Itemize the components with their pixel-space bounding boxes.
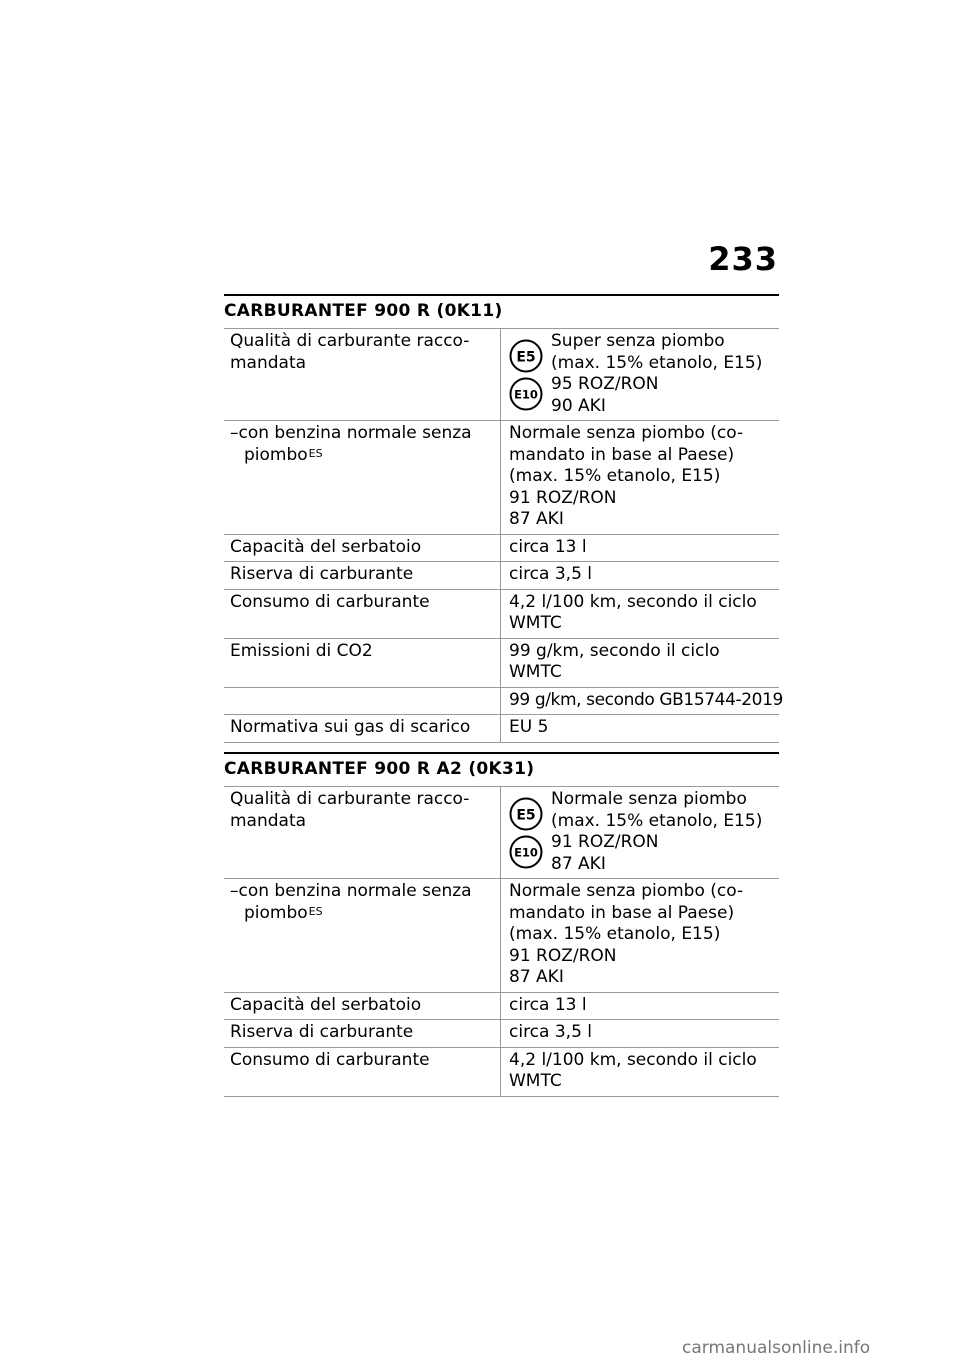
value-line: 87 AKI [509, 967, 564, 987]
value-line: (max. 15% etanolo, E15) [551, 352, 763, 373]
fuel-quality-value [501, 787, 780, 879]
value-line: mandato in base al Paese) [509, 902, 735, 923]
fuel-quality-lines [551, 331, 762, 417]
consumption-value [501, 1047, 780, 1096]
fuel-quality-block [509, 331, 773, 417]
table-row [224, 992, 779, 1020]
country-code-sup: ES [308, 446, 323, 460]
table-row [224, 879, 779, 993]
reserve-value: circa 3,5 l [501, 562, 780, 590]
table-row [224, 534, 779, 562]
table-row [224, 787, 779, 879]
table-row [224, 562, 779, 590]
value-line: 4,2 l/100 km, secondo il ciclo [509, 591, 757, 612]
value-line: 91 ROZ/RON [509, 487, 617, 508]
e10-icon-text: E10 [514, 387, 538, 402]
normal-fuel-label [224, 421, 501, 535]
fuel-section-900r [224, 294, 783, 743]
e5-fuel-icon [509, 339, 543, 373]
fuel-spec-table [224, 787, 779, 1097]
fuel-quality-value [501, 329, 780, 421]
consumption-label: Consumo di carburante [224, 589, 501, 638]
fuel-section-900r-a2 [224, 752, 779, 1097]
footer-watermark: carmanualsonline.info [682, 1338, 871, 1358]
normal-fuel-label-text: –con benzina normale senza piombo$^{ES}$ [230, 881, 472, 923]
norm-value: EU 5 [501, 715, 780, 743]
value-line: (max. 15% etanolo, E15) [551, 810, 763, 831]
value-line: 87 AKI [509, 509, 564, 529]
fuel-quality-label [224, 787, 501, 879]
value-line: 87 AKI [551, 853, 606, 874]
value-line: (max. 15% etanolo, E15) [509, 466, 721, 486]
value-line: WMTC [509, 662, 562, 682]
value-line: 95 ROZ/RON [551, 374, 659, 394]
fuel-quality-block [509, 789, 773, 875]
e5-icon-text: E5 [516, 349, 536, 366]
value-line: (max. 15% etanolo, E15) [509, 924, 721, 944]
fuel-icons [509, 331, 543, 417]
value-line: Super senza piombo [551, 331, 725, 351]
value-line: mandato in base al Paese) [509, 444, 735, 465]
tank-label: Capacità del serbatoio [224, 992, 501, 1020]
value-line: Normale senza piombo [551, 789, 747, 809]
emissions-value [501, 638, 780, 687]
value-line: 4,2 l/100 km, secondo il ciclo [509, 1049, 757, 1070]
page-number: 233 [708, 240, 778, 278]
value-line: Normale senza piombo (co- [509, 423, 744, 443]
normal-fuel-value [501, 421, 780, 535]
table-row [224, 1047, 779, 1096]
fuel-quality-label-text: Qualità di carburante racco-mandata [230, 331, 470, 373]
normal-fuel-label-text: –con benzina normale senza piombo$^{ES}$ [230, 423, 472, 465]
consumption-label: Consumo di carburante [224, 1047, 501, 1096]
value-line: 91 ROZ/RON [509, 945, 617, 966]
table-row [224, 687, 779, 715]
emissions-label: Emissioni di CO2 [224, 638, 501, 687]
normal-fuel-value [501, 879, 780, 993]
emissions-gb-text: 99 g/km, secondo GB15744-2019 [509, 689, 783, 710]
fuel-quality-lines [551, 789, 762, 875]
normal-fuel-label [224, 879, 501, 993]
fuel-spec-table [224, 329, 783, 743]
table-row [224, 715, 779, 743]
tank-value: circa 13 l [501, 534, 780, 562]
value-line: WMTC [509, 613, 562, 633]
fuel-quality-label-text: Qualità di carburante racco-mandata [230, 789, 470, 831]
e5-icon-text: E5 [516, 807, 536, 824]
reserve-value: circa 3,5 l [501, 1020, 780, 1048]
section-title: CARBURANTEF 900 R (0K11) [224, 294, 779, 329]
fuel-quality-label [224, 329, 501, 421]
table-row [224, 329, 779, 421]
e10-fuel-icon [509, 835, 543, 869]
empty-label [224, 687, 501, 715]
table-row [224, 638, 779, 687]
reserve-label: Riserva di carburante [224, 1020, 501, 1048]
value-line: 99 g/km, secondo il ciclo [509, 640, 720, 661]
value-line: WMTC [509, 1071, 562, 1091]
table-row [224, 1020, 779, 1048]
tank-value: circa 13 l [501, 992, 780, 1020]
e10-fuel-icon [509, 377, 543, 411]
reserve-label: Riserva di carburante [224, 562, 501, 590]
tank-label: Capacità del serbatoio [224, 534, 501, 562]
value-line: 91 ROZ/RON [551, 832, 659, 852]
table-row [224, 421, 779, 535]
emissions-gb-value [501, 687, 783, 715]
norm-label: Normativa sui gas di scarico [224, 715, 501, 743]
e10-icon-text: E10 [514, 845, 538, 860]
value-line: 90 AKI [551, 395, 606, 416]
consumption-value [501, 589, 780, 638]
fuel-icons [509, 789, 543, 875]
table-row [224, 589, 779, 638]
value-line: Normale senza piombo (co- [509, 881, 744, 901]
section-title: CARBURANTEF 900 R A2 (0K31) [224, 752, 779, 787]
country-code-sup: ES [308, 904, 323, 918]
e5-fuel-icon [509, 797, 543, 831]
